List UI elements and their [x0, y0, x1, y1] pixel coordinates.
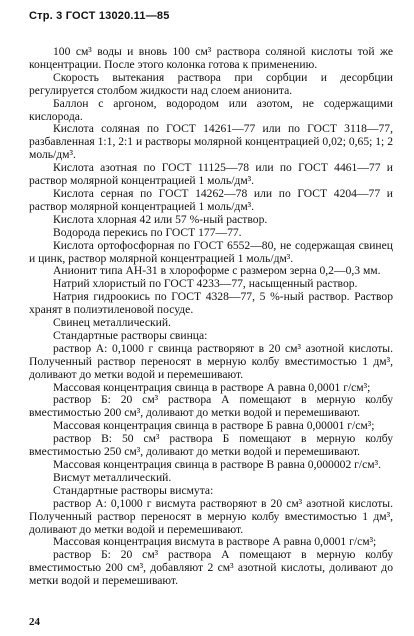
paragraph: Массовая концентрация свинца в растворе А равна 0,0001 г/см³;	[53, 380, 371, 394]
page-header: Стр. 3 ГОСТ 13020.11—85	[29, 10, 170, 22]
paragraph: Баллон с аргоном, водородом или азотом, не содержащими кислорода.	[29, 96, 393, 123]
paragraph: раствор А: 0,1000 г свинца растворяют в 20 см³ азотной кислоты. Полученный раствор переносят в мерную колбу вместимостью 1 дм³, доливают до метки водой и перемешивают.	[29, 341, 393, 381]
paragraph: Водорода перекись по ГОСТ 177—77.	[53, 225, 242, 239]
document-body	[29, 46, 393, 588]
paragraph: раствор Б: 20 см³ раствора А помещают в мерную колбу вместимостью 200 см³, добавляют 2 см³ азотной кислоты, доливают до метки водой и перемешивают.	[29, 548, 393, 588]
paragraph: Стандартные растворы висмута:	[53, 483, 214, 497]
paragraph: Кислота ортофосфорная по ГОСТ 6552—80, не содержащая свинец и цинк, раствор молярной концентрацией 1 моль/дм³.	[29, 238, 393, 265]
paragraph: раствор Б: 20 см³ раствора А помещают в мерную колбу вместимостью 200 см³, доливают до метки водой и перемешивают.	[29, 393, 393, 420]
paragraph: Свинец металлический.	[53, 316, 171, 330]
page-number: 24	[29, 616, 40, 628]
paragraph: Анионит типа АН-31 в хлороформе с размером зерна 0,2—0,3 мм.	[53, 264, 381, 278]
paragraph: Массовая концентрация свинца в растворе Б равна 0,00001 г/см³;	[53, 419, 375, 433]
paragraph: раствор А: 0,1000 г висмута растворяют в 20 см³ азотной кислоты. Полученный раствор переносят в мерную колбу вместимостью 1 дм³, доливают до метки водой и перемешивают.	[29, 496, 393, 536]
paragraph: Массовая концентрация свинца в растворе В равна 0,000002 г/см³.	[53, 458, 381, 471]
paragraph: раствор В: 50 см³ раствора Б помещают в мерную колбу вместимостью 250 см³, доливают до метки водой и перемешивают.	[29, 432, 393, 459]
paragraph: Натрий хлористый по ГОСТ 4233—77, насыщенный раствор.	[53, 277, 358, 291]
paragraph: Стандартные растворы свинца:	[53, 328, 208, 342]
paragraph: 100 см³ воды и вновь 100 см³ раствора соляной кислоты той же концентрации. После этого колонка готова к применению.	[29, 45, 393, 71]
paragraph: Скорость вытекания раствора при сорбции и десорбции регулируется столбом жидкости над слоем анионита.	[29, 70, 393, 97]
paragraph: Кислота азотная по ГОСТ 11125—78 или по ГОСТ 4461—77 и раствор молярной концентрацией 1 моль/дм³.	[29, 161, 393, 188]
paragraph: Кислота хлорная 42 или 57 %-ный раствор.	[53, 212, 268, 226]
paragraph: Натрия гидроокись по ГОСТ 4328—77, 5 %-ный раствор. Раствор хранят в полиэтиленовой посуде.	[29, 290, 393, 317]
paragraph: Массовая концентрация висмута в растворе А равна 0,0001 г/см³;	[53, 535, 377, 549]
paragraph: Висмут металлический.	[53, 470, 172, 484]
paragraph: Кислота соляная по ГОСТ 14261—77 или по ГОСТ 3118—77, разбавленная 1:1, 2:1 и растворы молярной концентрацией 0,02; 0,65; 1; 2 моль/дм³.	[29, 122, 393, 162]
paragraph: Кислота серная по ГОСТ 14262—78 или по ГОСТ 4204—77 и раствор молярной концентрацией 1 моль/дм³.	[29, 186, 393, 213]
